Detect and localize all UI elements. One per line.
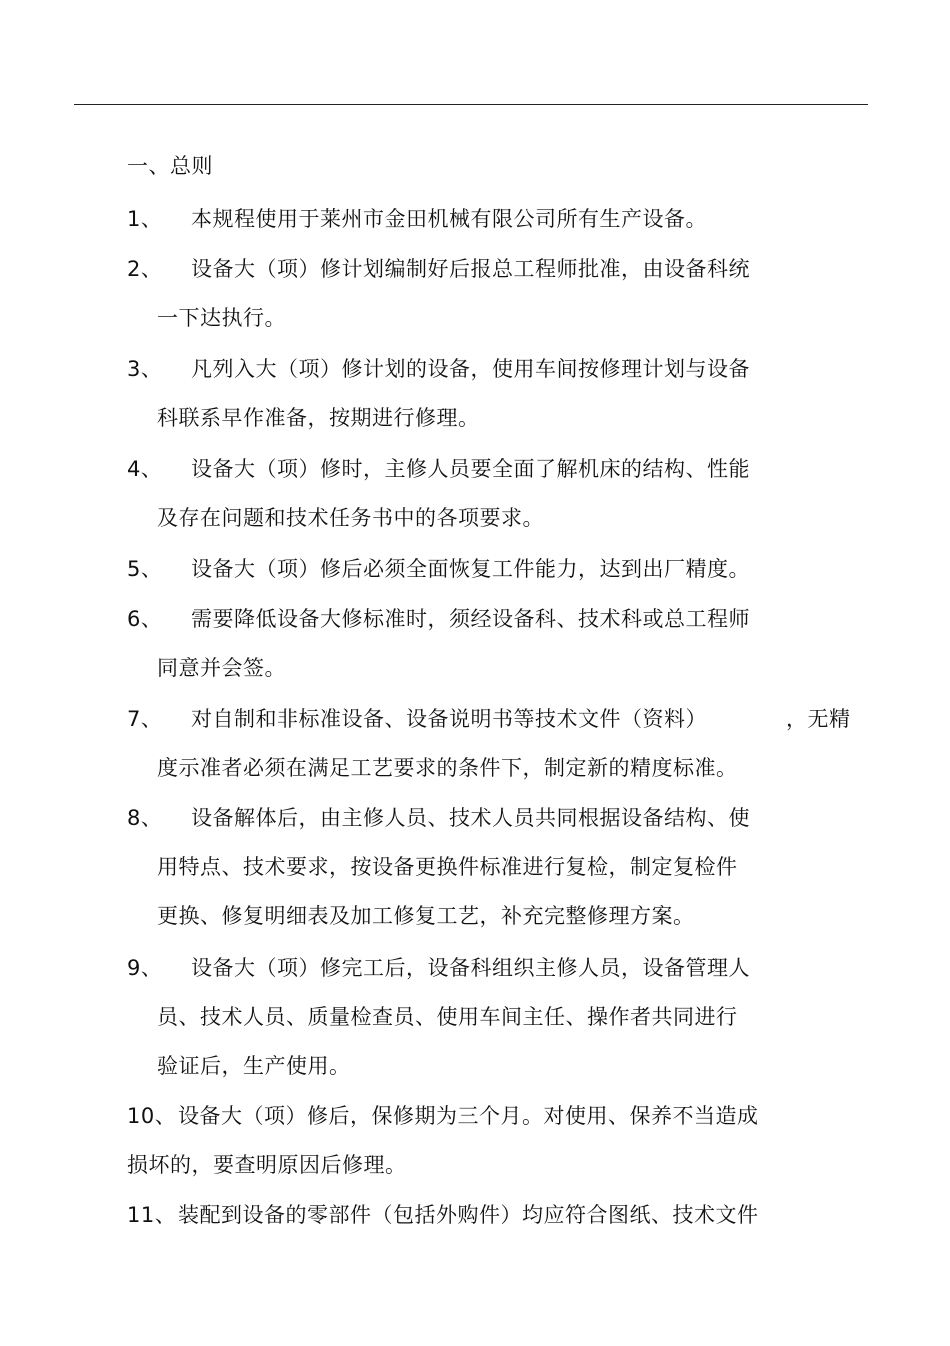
item-9-line-3: 验证后，生产使用。 [157,1054,351,1078]
item-5-number: 5、 [127,557,163,581]
item-11-line-1: 装配到设备的零部件（包括外购件）均应符合图纸、技术文件 [178,1203,759,1227]
item-1-line-1: 本规程使用于莱州市金田机械有限公司所有生产设备。 [191,207,707,231]
item-9-number: 9、 [127,956,163,980]
item-10-number: 10、 [127,1104,177,1128]
item-8-line-3: 更换、修复明细表及加工修复工艺，补充完整修理方案。 [157,904,695,928]
item-8-number: 8、 [127,806,163,830]
item-7-number: 7、 [127,707,163,731]
item-4-number: 4、 [127,457,163,481]
item-6-line-2: 同意并会签。 [157,656,286,680]
item-1-number: 1、 [127,207,163,231]
item-4-line-2: 及存在问题和技术任务书中的各项要求。 [157,506,544,530]
section-title: 一、总则 [127,154,213,178]
item-8-line-1: 设备解体后，由主修人员、技术人员共同根据设备结构、使 [191,806,750,830]
item-3-line-2: 科联系早作准备，按期进行修理。 [157,406,480,430]
item-2-line-2: 一下达执行。 [157,306,286,330]
item-9-line-2: 员、技术人员、质量检查员、使用车间主任、操作者共同进行 [157,1005,738,1029]
item-11-number: 11、 [127,1203,177,1227]
item-7-line-1: 对自制和非标准设备、设备说明书等技术文件（资料） [191,707,707,731]
item-5-line-1: 设备大（项）修后必须全面恢复工件能力，达到出厂精度。 [191,557,750,581]
item-6-number: 6、 [127,607,163,631]
item-10-line-1: 设备大（项）修后，保修期为三个月。对使用、保养不当造成 [178,1104,759,1128]
item-2-number: 2、 [127,257,163,281]
item-7-line-1-tail: ，无精 [786,707,851,731]
item-3-number: 3、 [127,357,163,381]
item-7-line-2: 度示准者必须在满足工艺要求的条件下，制定新的精度标准。 [157,756,738,780]
item-4-line-1: 设备大（项）修时，主修人员要全面了解机床的结构、性能 [191,457,750,481]
item-2-line-1: 设备大（项）修计划编制好后报总工程师批准，由设备科统 [191,257,750,281]
header-rule [74,104,868,105]
item-6-line-1: 需要降低设备大修标准时，须经设备科、技术科或总工程师 [191,607,750,631]
item-9-line-1: 设备大（项）修完工后，设备科组织主修人员，设备管理人 [191,956,750,980]
item-10-line-2: 损坏的，要查明原因后修理。 [127,1153,407,1177]
item-8-line-2: 用特点、技术要求，按设备更换件标准进行复检，制定复检件 [157,855,738,879]
item-3-line-1: 凡列入大（项）修计划的设备，使用车间按修理计划与设备 [191,357,750,381]
